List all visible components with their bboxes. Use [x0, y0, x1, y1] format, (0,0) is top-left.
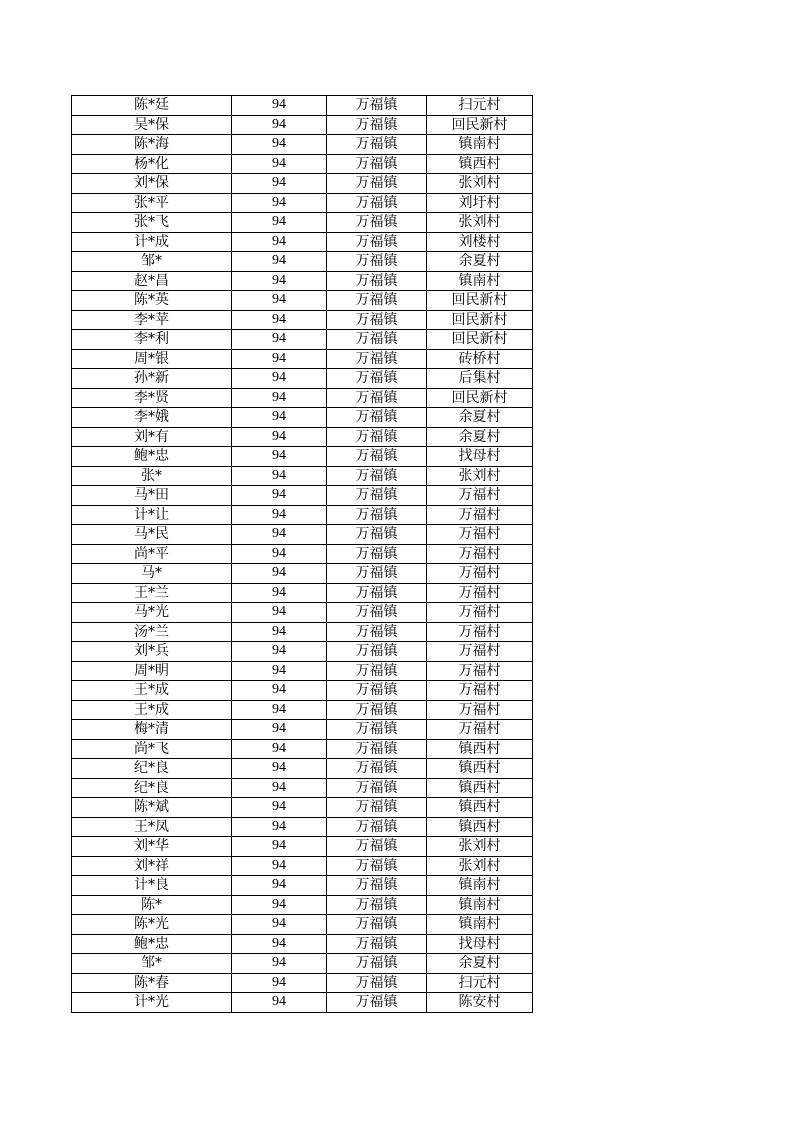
table-row — [72, 778, 533, 798]
table-row — [72, 154, 533, 174]
table-row — [72, 739, 533, 759]
town-cell: 万福镇 — [327, 798, 427, 818]
table-row — [72, 681, 533, 701]
value-cell: 94 — [232, 915, 327, 935]
village-cell: 万福村 — [427, 720, 533, 740]
value-cell: 94 — [232, 232, 327, 252]
table-row — [72, 466, 533, 486]
name-cell: 陈*斌 — [72, 798, 232, 818]
value-cell: 94 — [232, 486, 327, 506]
town-cell: 万福镇 — [327, 174, 427, 194]
table-row — [72, 505, 533, 525]
village-cell: 万福村 — [427, 486, 533, 506]
town-cell: 万福镇 — [327, 973, 427, 993]
name-cell: 陈*春 — [72, 973, 232, 993]
town-cell: 万福镇 — [327, 193, 427, 213]
name-cell: 张*飞 — [72, 213, 232, 233]
value-cell: 94 — [232, 408, 327, 428]
table-row — [72, 720, 533, 740]
name-cell: 刘*祥 — [72, 856, 232, 876]
value-cell: 94 — [232, 505, 327, 525]
value-cell: 94 — [232, 388, 327, 408]
name-cell: 纪*良 — [72, 778, 232, 798]
town-cell: 万福镇 — [327, 115, 427, 135]
table-row — [72, 798, 533, 818]
value-cell: 94 — [232, 583, 327, 603]
name-cell: 吴*保 — [72, 115, 232, 135]
village-cell: 万福村 — [427, 700, 533, 720]
value-cell: 94 — [232, 642, 327, 662]
town-cell: 万福镇 — [327, 349, 427, 369]
village-cell: 后集村 — [427, 369, 533, 389]
value-cell: 94 — [232, 603, 327, 623]
table-row — [72, 408, 533, 428]
value-cell: 94 — [232, 778, 327, 798]
value-cell: 94 — [232, 856, 327, 876]
town-cell: 万福镇 — [327, 856, 427, 876]
town-cell: 万福镇 — [327, 759, 427, 779]
name-cell: 李*娥 — [72, 408, 232, 428]
name-cell: 马*光 — [72, 603, 232, 623]
table-row — [72, 759, 533, 779]
town-cell: 万福镇 — [327, 271, 427, 291]
data-table — [71, 95, 533, 1013]
value-cell: 94 — [232, 466, 327, 486]
value-cell: 94 — [232, 564, 327, 584]
town-cell: 万福镇 — [327, 817, 427, 837]
name-cell: 刘*兵 — [72, 642, 232, 662]
value-cell: 94 — [232, 310, 327, 330]
town-cell: 万福镇 — [327, 915, 427, 935]
town-cell: 万福镇 — [327, 447, 427, 467]
village-cell: 余夏村 — [427, 954, 533, 974]
name-cell: 张* — [72, 466, 232, 486]
value-cell: 94 — [232, 954, 327, 974]
town-cell: 万福镇 — [327, 564, 427, 584]
village-cell: 镇南村 — [427, 271, 533, 291]
value-cell: 94 — [232, 973, 327, 993]
name-cell: 尚*平 — [72, 544, 232, 564]
table-row — [72, 622, 533, 642]
table-row — [72, 388, 533, 408]
name-cell: 邹* — [72, 252, 232, 272]
village-cell: 镇西村 — [427, 817, 533, 837]
name-cell: 马*田 — [72, 486, 232, 506]
name-cell: 计*良 — [72, 876, 232, 896]
value-cell: 94 — [232, 544, 327, 564]
table-row — [72, 447, 533, 467]
table-row — [72, 837, 533, 857]
table-row — [72, 369, 533, 389]
town-cell: 万福镇 — [327, 232, 427, 252]
town-cell: 万福镇 — [327, 525, 427, 545]
town-cell: 万福镇 — [327, 837, 427, 857]
table-row — [72, 135, 533, 155]
town-cell: 万福镇 — [327, 96, 427, 116]
table-row — [72, 330, 533, 350]
town-cell: 万福镇 — [327, 700, 427, 720]
village-cell: 镇西村 — [427, 739, 533, 759]
town-cell: 万福镇 — [327, 466, 427, 486]
name-cell: 陈*英 — [72, 291, 232, 311]
village-cell: 万福村 — [427, 622, 533, 642]
town-cell: 万福镇 — [327, 603, 427, 623]
value-cell: 94 — [232, 447, 327, 467]
town-cell: 万福镇 — [327, 505, 427, 525]
town-cell: 万福镇 — [327, 486, 427, 506]
table-row — [72, 700, 533, 720]
village-cell: 张刘村 — [427, 174, 533, 194]
table-row — [72, 291, 533, 311]
value-cell: 94 — [232, 330, 327, 350]
village-cell: 镇南村 — [427, 876, 533, 896]
town-cell: 万福镇 — [327, 544, 427, 564]
village-cell: 余夏村 — [427, 427, 533, 447]
table-row — [72, 174, 533, 194]
table-row — [72, 583, 533, 603]
village-cell: 回民新村 — [427, 115, 533, 135]
value-cell: 94 — [232, 798, 327, 818]
value-cell: 94 — [232, 681, 327, 701]
table-row — [72, 525, 533, 545]
name-cell: 纪*良 — [72, 759, 232, 779]
table-row — [72, 486, 533, 506]
village-cell: 万福村 — [427, 642, 533, 662]
village-cell: 扫元村 — [427, 973, 533, 993]
value-cell: 94 — [232, 876, 327, 896]
table-row — [72, 661, 533, 681]
table-row — [72, 115, 533, 135]
value-cell: 94 — [232, 135, 327, 155]
value-cell: 94 — [232, 154, 327, 174]
village-cell: 回民新村 — [427, 310, 533, 330]
town-cell: 万福镇 — [327, 135, 427, 155]
table-row — [72, 349, 533, 369]
village-cell: 回民新村 — [427, 388, 533, 408]
name-cell: 杨*化 — [72, 154, 232, 174]
name-cell: 陈*海 — [72, 135, 232, 155]
town-cell: 万福镇 — [327, 408, 427, 428]
village-cell: 扫元村 — [427, 96, 533, 116]
village-cell: 镇西村 — [427, 798, 533, 818]
name-cell: 王*凤 — [72, 817, 232, 837]
village-cell: 陈安村 — [427, 993, 533, 1013]
name-cell: 鲍*忠 — [72, 447, 232, 467]
table-row — [72, 427, 533, 447]
name-cell: 马* — [72, 564, 232, 584]
table-row — [72, 310, 533, 330]
value-cell: 94 — [232, 96, 327, 116]
name-cell: 梅*清 — [72, 720, 232, 740]
name-cell: 王*兰 — [72, 583, 232, 603]
value-cell: 94 — [232, 739, 327, 759]
village-cell: 张刘村 — [427, 466, 533, 486]
table-row — [72, 96, 533, 116]
value-cell: 94 — [232, 252, 327, 272]
name-cell: 计*光 — [72, 993, 232, 1013]
town-cell: 万福镇 — [327, 427, 427, 447]
name-cell: 计*成 — [72, 232, 232, 252]
village-cell: 找母村 — [427, 934, 533, 954]
village-cell: 回民新村 — [427, 330, 533, 350]
name-cell: 邹* — [72, 954, 232, 974]
table-row — [72, 856, 533, 876]
table-row — [72, 876, 533, 896]
village-cell: 万福村 — [427, 505, 533, 525]
name-cell: 陈* — [72, 895, 232, 915]
village-cell: 回民新村 — [427, 291, 533, 311]
value-cell: 94 — [232, 291, 327, 311]
town-cell: 万福镇 — [327, 739, 427, 759]
name-cell: 刘*保 — [72, 174, 232, 194]
village-cell: 万福村 — [427, 603, 533, 623]
table-row — [72, 252, 533, 272]
town-cell: 万福镇 — [327, 934, 427, 954]
value-cell: 94 — [232, 720, 327, 740]
town-cell: 万福镇 — [327, 291, 427, 311]
village-cell: 万福村 — [427, 564, 533, 584]
value-cell: 94 — [232, 817, 327, 837]
value-cell: 94 — [232, 759, 327, 779]
table-row — [72, 817, 533, 837]
town-cell: 万福镇 — [327, 388, 427, 408]
table-row — [72, 915, 533, 935]
value-cell: 94 — [232, 193, 327, 213]
value-cell: 94 — [232, 174, 327, 194]
town-cell: 万福镇 — [327, 661, 427, 681]
village-cell: 镇西村 — [427, 778, 533, 798]
value-cell: 94 — [232, 525, 327, 545]
village-cell: 万福村 — [427, 661, 533, 681]
village-cell: 镇西村 — [427, 759, 533, 779]
name-cell: 汤*兰 — [72, 622, 232, 642]
name-cell: 鲍*忠 — [72, 934, 232, 954]
town-cell: 万福镇 — [327, 310, 427, 330]
value-cell: 94 — [232, 115, 327, 135]
name-cell: 马*民 — [72, 525, 232, 545]
village-cell: 万福村 — [427, 525, 533, 545]
town-cell: 万福镇 — [327, 876, 427, 896]
town-cell: 万福镇 — [327, 720, 427, 740]
name-cell: 刘*有 — [72, 427, 232, 447]
name-cell: 孙*新 — [72, 369, 232, 389]
table-row — [72, 895, 533, 915]
table-row — [72, 564, 533, 584]
table-body — [72, 96, 533, 1013]
town-cell: 万福镇 — [327, 330, 427, 350]
table-row — [72, 271, 533, 291]
village-cell: 镇南村 — [427, 895, 533, 915]
name-cell: 李*贤 — [72, 388, 232, 408]
town-cell: 万福镇 — [327, 154, 427, 174]
village-cell: 镇西村 — [427, 154, 533, 174]
town-cell: 万福镇 — [327, 369, 427, 389]
value-cell: 94 — [232, 622, 327, 642]
village-cell: 砖桥村 — [427, 349, 533, 369]
name-cell: 周*明 — [72, 661, 232, 681]
town-cell: 万福镇 — [327, 954, 427, 974]
value-cell: 94 — [232, 661, 327, 681]
village-cell: 张刘村 — [427, 837, 533, 857]
value-cell: 94 — [232, 349, 327, 369]
village-cell: 张刘村 — [427, 856, 533, 876]
table-row — [72, 544, 533, 564]
town-cell: 万福镇 — [327, 993, 427, 1013]
name-cell: 周*银 — [72, 349, 232, 369]
table-row — [72, 973, 533, 993]
table-row — [72, 642, 533, 662]
name-cell: 陈*光 — [72, 915, 232, 935]
village-cell: 余夏村 — [427, 408, 533, 428]
value-cell: 94 — [232, 427, 327, 447]
value-cell: 94 — [232, 271, 327, 291]
village-cell: 找母村 — [427, 447, 533, 467]
value-cell: 94 — [232, 369, 327, 389]
table-row — [72, 213, 533, 233]
name-cell: 陈*廷 — [72, 96, 232, 116]
village-cell: 镇南村 — [427, 915, 533, 935]
name-cell: 李*利 — [72, 330, 232, 350]
village-cell: 万福村 — [427, 544, 533, 564]
village-cell: 刘楼村 — [427, 232, 533, 252]
table-row — [72, 232, 533, 252]
table-row — [72, 993, 533, 1013]
name-cell: 张*平 — [72, 193, 232, 213]
table-row — [72, 954, 533, 974]
town-cell: 万福镇 — [327, 895, 427, 915]
name-cell: 王*成 — [72, 700, 232, 720]
town-cell: 万福镇 — [327, 642, 427, 662]
village-cell: 万福村 — [427, 681, 533, 701]
name-cell: 王*成 — [72, 681, 232, 701]
table-row — [72, 193, 533, 213]
value-cell: 94 — [232, 700, 327, 720]
table-row — [72, 934, 533, 954]
town-cell: 万福镇 — [327, 583, 427, 603]
village-cell: 镇南村 — [427, 135, 533, 155]
name-cell: 尚*飞 — [72, 739, 232, 759]
name-cell: 计*让 — [72, 505, 232, 525]
value-cell: 94 — [232, 934, 327, 954]
village-cell: 余夏村 — [427, 252, 533, 272]
value-cell: 94 — [232, 213, 327, 233]
value-cell: 94 — [232, 993, 327, 1013]
village-cell: 万福村 — [427, 583, 533, 603]
village-cell: 张刘村 — [427, 213, 533, 233]
value-cell: 94 — [232, 895, 327, 915]
town-cell: 万福镇 — [327, 213, 427, 233]
town-cell: 万福镇 — [327, 252, 427, 272]
town-cell: 万福镇 — [327, 622, 427, 642]
table-row — [72, 603, 533, 623]
village-cell: 刘圩村 — [427, 193, 533, 213]
name-cell: 赵*昌 — [72, 271, 232, 291]
town-cell: 万福镇 — [327, 681, 427, 701]
name-cell: 李*苹 — [72, 310, 232, 330]
value-cell: 94 — [232, 837, 327, 857]
name-cell: 刘*华 — [72, 837, 232, 857]
town-cell: 万福镇 — [327, 778, 427, 798]
